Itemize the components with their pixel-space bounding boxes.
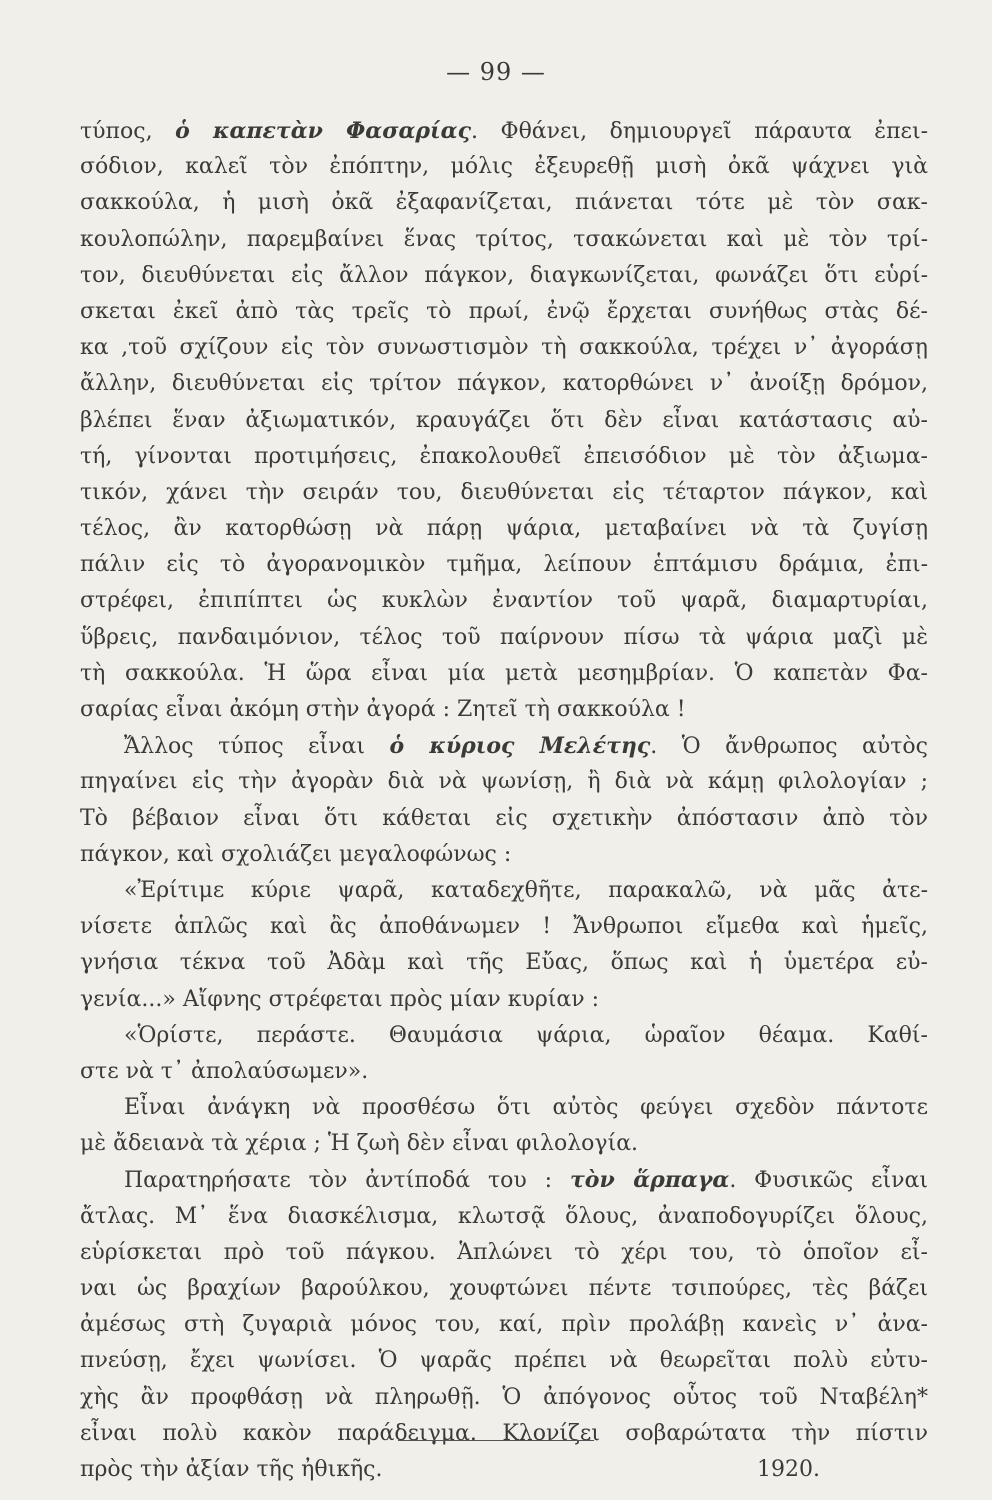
text-line: τέλος, ἂν κατορθώσῃ νὰ πάρῃ ψάρια, μεταβαίνει νὰ τὰ ζυγίσῃ xyxy=(80,516,928,542)
text-line: τή, γίνονται προτιμήσεις, ἐπακολουθεῖ ἐπεισόδιον μὲ τὸν ἀξιωμα- xyxy=(80,443,928,469)
text-line: γνήσια τέκνα τοῦ Ἀδὰμ καὶ τῆς Εὔας, ὅπως καὶ ἡ ὑμετέρα εὐ- xyxy=(80,950,928,976)
text-line: βλέπει ἕναν ἀξιωματικόν, κραυγάζει ὅτι δὲν εἶναι κατάστασις αὐ- xyxy=(80,407,928,433)
text-line: στε νὰ τ᾽ ἀπολαύσωμεν». xyxy=(80,1058,369,1084)
text-line: πάλιν εἰς τὸ ἀγορανομικὸν τμῆμα, λείπουν ἑπτάμισυ δράμια, ἐπι- xyxy=(80,552,928,578)
text-line: πνεύσῃ, ἔχει ψωνίσει. Ὁ ψαρᾶς πρέπει νὰ θεωρεῖται πολὺ εὐτυ- xyxy=(80,1348,928,1374)
body-text xyxy=(80,113,928,1488)
text-line: πάγκον, καὶ σχολιάζει μεγαλοφώνως : xyxy=(80,841,512,867)
text-line: κα ,τοῦ σχίζουν εἰς τὸν συνωστισμὸν τὴ σακκούλα, τρέχει ν᾽ ἀγοράσῃ xyxy=(80,335,928,361)
character-name: ὁ καπετὰν Φασαρίας xyxy=(175,118,471,144)
text-line: γενία...» Αἴφνης στρέφεται πρὸς μίαν κυρίαν : xyxy=(80,986,600,1012)
text-line: «Ἐρίτιμε κύριε ψαρᾶ, καταδεχθῆτε, παρακαλῶ, νὰ μᾶς ἀτε- xyxy=(124,877,928,903)
divider-rule xyxy=(398,1440,594,1441)
page-number: — 99 — xyxy=(446,58,546,86)
text-line xyxy=(80,1452,928,1488)
text-line: ὕβρεις, πανδαιμόνιον, τέλος τοῦ παίρνουν πίσω τὰ ψάρια μαζὶ μὲ xyxy=(80,624,928,650)
text-line: τον, διευθύνεται εἰς ἄλλον πάγκον, διαγκωνίζεται, φωνάζει ὅτι εὑρί- xyxy=(80,262,928,288)
text-line: χὴς ἂν προφθάσῃ νὰ πληρωθῇ. Ὁ ἀπόγονος οὗτος τοῦ Νταβέλη* xyxy=(80,1384,928,1410)
text-line: ἄλλην, διευθύνεται εἰς τρίτον πάγκον, κατορθώνει ν᾽ ἀνοίξῃ δρόμον, xyxy=(80,371,928,397)
text-line: Εἶναι ἀνάγκη νὰ προσθέσω ὅτι αὐτὸς φεύγει σχεδὸν πάντοτε xyxy=(124,1095,928,1121)
text-line: στρέφει, ἐπιπίπτει ὡς κυκλὼν ἐναντίον τοῦ ψαρᾶ, διαμαρτυρίαι, xyxy=(80,588,928,614)
text-line: σκεται ἐκεῖ ἀπὸ τὰς τρεῖς τὸ πρωί, ἐνῷ ἔρχεται συνήθως στὰς δέ- xyxy=(80,298,928,324)
closing-text: πρὸς τὴν ἀξίαν τῆς ἠθικῆς. xyxy=(80,1456,383,1482)
text-line: σόδιον, καλεῖ τὸν ἐπόπτην, μόλις ἐξευρεθῇ μισὴ ὀκᾶ ψάχνει γιὰ xyxy=(80,154,928,180)
text-line: ναι ὡς βραχίων βαρούλκου, χουφτώνει πέντε τσιπούρες, τὲς βάζει xyxy=(80,1276,928,1301)
text-line: Ἄλλος τύπος εἶναι ὁ κύριος Μελέτης. Ὁ ἄνθρωπος αὐτὸς xyxy=(124,733,928,760)
text-line: νίσετε ἁπλῶς καὶ ἂς ἀποθάνωμεν ! Ἄνθρωποι εἴμεθα καὶ ἡμεῖς, xyxy=(80,914,928,940)
text-line: σαρίας εἶναι ἀκόμη στὴν ἀγορά : Ζητεῖ τὴ σακκούλα ! xyxy=(80,697,686,722)
year: 1920. xyxy=(757,1456,820,1482)
text-line: Παρατηρήσατε τὸν ἀντίποδά του : τὸν ἅρπαγα. Φυσικῶς εἶναι xyxy=(124,1167,928,1194)
text-line: μὲ ἄδειανὰ τὰ χέρια ; Ἡ ζωὴ δὲν εἶναι φιλολογία. xyxy=(80,1131,639,1157)
text-line: Τὸ βέβαιον εἶναι ὅτι κάθεται εἰς σχετικὴν ἀπόστασιν ἀπὸ τὸν xyxy=(80,805,928,831)
text-line: πηγαίνει εἰς τὴν ἀγορὰν διὰ νὰ ψωνίσῃ, ἢ διὰ νὰ κάμῃ φιλολογίαν ; xyxy=(80,769,928,795)
text-line: τικόν, χάνει τὴν σειράν του, διευθύνεται εἰς τέταρτον πάγκον, καὶ xyxy=(80,479,928,505)
character-name: τὸν ἅρπαγα xyxy=(569,1167,730,1194)
text-line: «Ὁρίστε, περάστε. Θαυμάσια ψάρια, ὡραῖον θέαμα. Καθί- xyxy=(124,1022,928,1048)
text-line: ἀμέσως στὴ ζυγαριὰ μόνος του, καί, πρὶν προλάβῃ κανεὶς ν᾽ ἀνα- xyxy=(80,1312,928,1338)
text-line: σακκούλα, ἡ μισὴ ὀκᾶ ἐξαφανίζεται, πιάνεται τότε μὲ τὸν σακ- xyxy=(80,190,928,216)
text-line: τὴ σακκούλα. Ἡ ὥρα εἶναι μία μετὰ μεσημβρίαν. Ὁ καπετὰν Φα- xyxy=(80,660,928,686)
text-line: ἄτλας. Μ᾽ ἕνα διασκέλισμα, κλωτσᾷ ὅλους, ἀναποδογυρίζει ὅλους, xyxy=(80,1203,928,1229)
text-line: τύπος, ὁ καπετὰν Φασαρίας. Φθάνει, δημιουργεῖ πάραυτα ἐπει- xyxy=(80,118,928,144)
text-line: εἶναι πολὺ κακὸν παράδειγμα. Κλονίζει σοβαρώτατα τὴν πίστιν xyxy=(80,1420,928,1446)
text-line: εὑρίσκεται πρὸ τοῦ πάγκου. Ἁπλώνει τὸ χέρι του, τὸ ὁποῖον εἶ- xyxy=(80,1239,928,1265)
character-name: ὁ κύριος Μελέτης xyxy=(389,733,651,760)
text-line: κουλοπώλην, παρεμβαίνει ἕνας τρίτος, τσακώνεται καὶ μὲ τὸν τρί- xyxy=(80,226,928,252)
